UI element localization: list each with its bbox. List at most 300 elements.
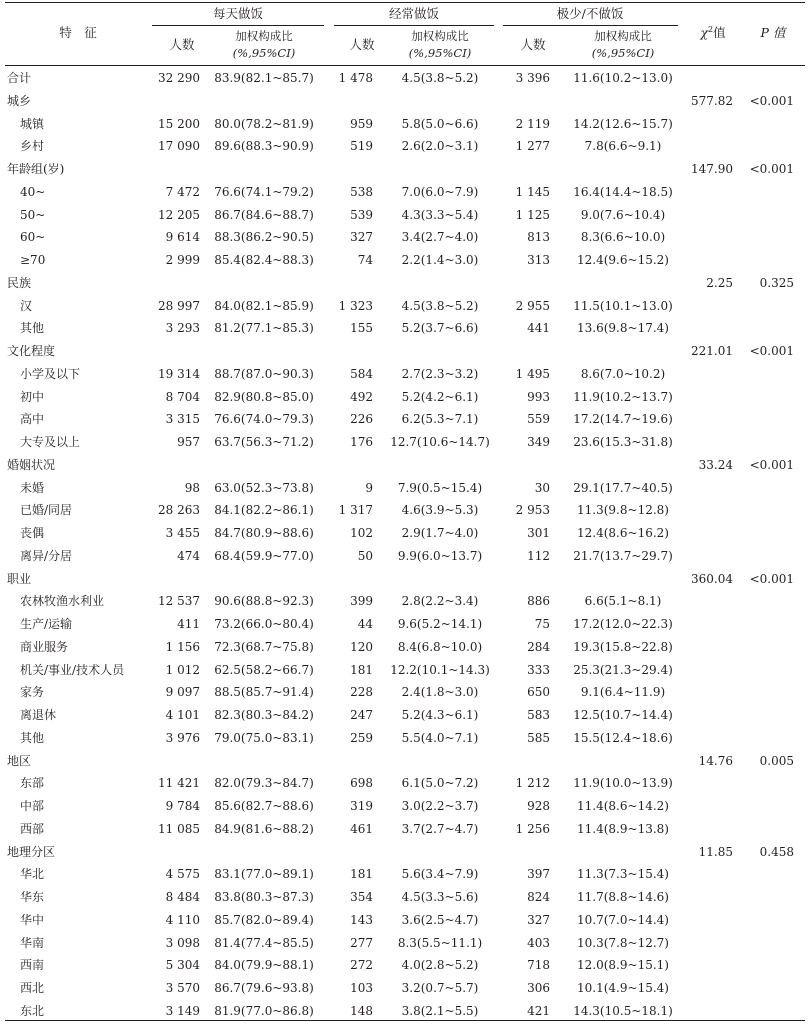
cell-count-daily: 98	[184, 480, 200, 495]
cell-ratio-rarely: 12.5(10.7~14.4)	[573, 708, 673, 722]
cell-count-often: 9	[365, 480, 373, 495]
cell-ratio-often: 4.0(2.8~5.2)	[401, 958, 479, 973]
cell-ratio-daily: 84.7(80.9~88.6)	[214, 526, 314, 540]
cell-count-daily: 4 101	[165, 708, 200, 722]
cell-count-often: 492	[350, 389, 373, 404]
cell-ratio-often: 4.5(3.3~5.6)	[401, 890, 479, 904]
table-row	[0, 886, 810, 908]
cell-chi-square: 577.82	[691, 93, 733, 108]
row-sublabel: 初中	[20, 389, 45, 404]
cell-ratio-often: 7.0(6.0~7.9)	[401, 184, 479, 199]
cell-ratio-rarely: 19.3(15.8~22.8)	[573, 639, 673, 654]
table-row	[0, 727, 810, 749]
table-row	[0, 568, 810, 590]
cell-count-rarely: 585	[527, 730, 550, 745]
cell-count-daily: 2 999	[165, 253, 200, 267]
table-row	[0, 954, 810, 976]
cell-count-often: 584	[350, 366, 373, 381]
header-ratio-3a: 加权构成比	[594, 29, 652, 43]
row-sublabel: 40~	[20, 184, 46, 199]
row-sublabel: 中部	[20, 799, 45, 813]
cell-ratio-often: 2.4(1.8~3.0)	[401, 685, 479, 700]
table-row	[0, 340, 810, 362]
cell-count-often: 698	[350, 776, 373, 791]
cell-ratio-rarely: 11.7(8.8~14.6)	[577, 890, 669, 904]
cell-ratio-daily: 84.1(82.2~86.1)	[214, 503, 314, 518]
cell-ratio-rarely: 10.7(7.0~14.4)	[577, 912, 669, 927]
cell-count-daily: 7 472	[165, 184, 200, 199]
cell-count-often: 143	[350, 912, 373, 927]
header-group-daily: 每天做饭	[212, 6, 264, 21]
cell-ratio-often: 2.9(1.7~4.0)	[401, 526, 479, 540]
cell-ratio-often: 6.1(5.0~7.2)	[401, 776, 479, 791]
cell-count-daily: 19 314	[158, 366, 200, 381]
cell-ratio-rarely: 7.8(6.6~9.1)	[584, 139, 662, 154]
cell-ratio-rarely: 16.4(14.4~18.5)	[573, 184, 673, 199]
row-category: 地区	[7, 753, 32, 768]
cell-count-daily: 8 704	[165, 389, 200, 404]
cell-ratio-rarely: 12.4(9.6~15.2)	[577, 253, 669, 267]
cell-count-often: 102	[350, 526, 373, 540]
cell-ratio-rarely: 11.4(8.9~13.8)	[577, 821, 669, 836]
cell-ratio-often: 2.7(2.3~3.2)	[401, 366, 479, 381]
row-sublabel: 华南	[20, 935, 45, 950]
cell-ratio-often: 9.9(6.0~13.7)	[397, 548, 483, 563]
row-sublabel: 华北	[20, 867, 45, 882]
cell-count-often: 519	[350, 139, 373, 154]
cell-count-rarely: 306	[527, 981, 550, 995]
cell-count-often: 148	[350, 1003, 373, 1018]
cell-count-often: 1 317	[338, 503, 373, 518]
cell-count-often: 354	[350, 890, 373, 904]
cell-ratio-rarely: 10.3(7.8~12.7)	[577, 935, 669, 950]
cell-count-rarely: 3 396	[515, 71, 550, 85]
cell-ratio-daily: 72.3(68.7~75.8)	[214, 639, 314, 654]
cell-count-often: 259	[350, 730, 373, 745]
cell-count-rarely: 1 125	[515, 207, 550, 222]
cell-count-often: 226	[350, 412, 373, 427]
cell-count-rarely: 284	[527, 639, 550, 654]
cell-ratio-rarely: 6.6(5.1~8.1)	[584, 594, 662, 609]
cell-ratio-daily: 85.4(82.4~88.3)	[214, 253, 314, 267]
chi-suffix: 值	[713, 25, 726, 40]
cell-count-often: 539	[350, 207, 373, 222]
cell-ratio-rarely: 12.0(8.9~15.1)	[577, 958, 669, 973]
cell-count-daily: 17 090	[158, 139, 200, 154]
top-rule	[5, 2, 805, 3]
cell-count-daily: 1 012	[165, 662, 200, 677]
table-row	[0, 477, 810, 499]
cell-ratio-often: 5.6(3.4~7.9)	[401, 867, 479, 882]
cell-p-value: <0.001	[749, 162, 794, 176]
cell-count-daily: 11 085	[158, 821, 200, 836]
cell-count-rarely: 301	[527, 526, 550, 540]
cell-ratio-often: 12.7(10.6~14.7)	[390, 435, 490, 449]
cell-count-rarely: 886	[527, 594, 550, 609]
table-row	[0, 135, 810, 157]
cell-count-rarely: 112	[527, 548, 550, 563]
cell-count-daily: 9 097	[165, 685, 200, 700]
cell-ratio-often: 5.5(4.0~7.1)	[401, 730, 479, 745]
header-group-often: 经常做饭	[388, 6, 440, 21]
table-row	[0, 863, 810, 885]
cell-count-rarely: 313	[527, 253, 550, 267]
cell-ratio-daily: 90.6(88.8~92.3)	[214, 594, 314, 609]
cell-chi-square: 147.90	[691, 162, 733, 176]
cell-ratio-daily: 68.4(59.9~77.0)	[214, 548, 314, 563]
cell-count-daily: 4 110	[165, 912, 200, 927]
table-row	[0, 317, 810, 339]
table-row	[0, 795, 810, 817]
table-row	[0, 659, 810, 681]
cell-count-daily: 3 149	[165, 1003, 200, 1018]
table-row	[0, 226, 810, 248]
cell-count-often: 176	[350, 435, 373, 449]
cell-count-rarely: 928	[527, 799, 550, 813]
cell-chi-square: 33.24	[698, 457, 733, 472]
table-row	[0, 750, 810, 772]
cell-count-rarely: 441	[527, 321, 550, 336]
cell-count-often: 155	[350, 321, 373, 336]
header-ratio-2a: 加权构成比	[411, 29, 469, 43]
row-sublabel: ≥70	[20, 253, 46, 267]
header-count-2: 人数	[349, 37, 375, 52]
cell-ratio-rarely: 11.3(9.8~12.8)	[577, 503, 669, 518]
header-p-value: P 值	[760, 25, 786, 40]
cell-ratio-often: 12.2(10.1~14.3)	[390, 662, 490, 677]
group-rule-3	[503, 25, 678, 26]
row-sublabel: 其他	[20, 730, 45, 745]
cell-count-often: 272	[350, 958, 373, 973]
cell-ratio-rarely: 11.9(10.0~13.9)	[573, 776, 673, 791]
cell-count-daily: 3 315	[165, 412, 200, 427]
cell-count-often: 181	[350, 662, 373, 677]
cell-p-value: <0.001	[749, 457, 794, 472]
cell-count-often: 538	[350, 184, 373, 199]
cell-count-daily: 474	[177, 548, 200, 563]
cell-ratio-rarely: 23.6(15.3~31.8)	[573, 435, 673, 449]
row-category: 年龄组(岁)	[7, 162, 65, 176]
table-row	[0, 818, 810, 840]
cell-ratio-daily: 83.9(82.1~85.7)	[214, 71, 314, 85]
table-row	[0, 204, 810, 226]
cell-count-rarely: 813	[527, 230, 550, 245]
cell-count-daily: 12 205	[158, 207, 200, 222]
row-sublabel: 生产/运输	[20, 617, 73, 631]
table-row	[0, 681, 810, 703]
cell-ratio-daily: 86.7(79.6~93.8)	[214, 981, 314, 995]
cell-ratio-rarely: 11.4(8.6~14.2)	[577, 799, 669, 813]
row-category: 民族	[7, 275, 32, 290]
row-category: 文化程度	[7, 344, 56, 358]
cell-count-daily: 11 421	[158, 776, 200, 791]
cell-count-rarely: 1 277	[515, 139, 550, 154]
cell-count-rarely: 2 119	[515, 116, 550, 131]
cell-ratio-daily: 63.7(56.3~71.2)	[214, 435, 314, 449]
table-row	[0, 181, 810, 203]
cell-ratio-often: 5.2(3.7~6.6)	[401, 321, 479, 336]
chi-symbol: χ	[700, 25, 708, 40]
cell-count-daily: 8 484	[165, 890, 200, 904]
row-sublabel: 商业服务	[20, 639, 69, 654]
row-sublabel: 50~	[20, 207, 46, 222]
cell-ratio-daily: 84.9(81.6~88.2)	[214, 821, 314, 836]
cell-ratio-often: 3.0(2.2~3.7)	[401, 799, 479, 813]
cell-count-rarely: 2 953	[515, 503, 550, 518]
cell-count-often: 74	[357, 253, 373, 267]
cell-ratio-rarely: 13.6(9.8~17.4)	[577, 321, 669, 336]
cell-ratio-rarely: 8.6(7.0~10.2)	[580, 366, 666, 381]
cell-ratio-daily: 62.5(58.2~66.7)	[214, 662, 314, 677]
table-row	[0, 909, 810, 931]
cell-count-rarely: 1 212	[515, 776, 550, 791]
header-count-1: 人数	[169, 37, 195, 52]
cell-count-often: 1 323	[338, 298, 373, 313]
cell-ratio-daily: 85.6(82.7~88.6)	[214, 799, 314, 813]
cell-ratio-daily: 81.4(77.4~85.5)	[214, 935, 314, 950]
group-rule-2	[334, 25, 494, 26]
cell-ratio-daily: 83.1(77.0~89.1)	[214, 867, 314, 882]
cell-ratio-rarely: 25.3(21.3~29.4)	[573, 662, 673, 677]
header-count-3: 人数	[520, 37, 546, 52]
cell-ratio-rarely: 9.0(7.6~10.4)	[580, 207, 666, 222]
cell-ratio-daily: 84.0(79.9~88.1)	[214, 958, 314, 973]
header-rule	[5, 65, 805, 66]
table-row	[0, 454, 810, 476]
cell-ratio-daily: 86.7(84.6~88.7)	[214, 207, 314, 222]
cell-count-often: 327	[350, 230, 373, 245]
cell-ratio-rarely: 11.5(10.1~13.0)	[573, 298, 673, 313]
cell-chi-square: 11.85	[698, 844, 733, 859]
table-row	[0, 772, 810, 794]
cell-ratio-daily: 63.0(52.3~73.8)	[214, 480, 314, 495]
cell-ratio-often: 3.8(2.1~5.5)	[401, 1003, 479, 1018]
table-row	[0, 932, 810, 954]
cell-count-often: 247	[350, 708, 373, 722]
cell-ratio-daily: 82.3(80.3~84.2)	[214, 708, 314, 722]
cell-count-daily: 3 455	[165, 526, 200, 540]
row-sublabel: 机关/事业/技术人员	[20, 662, 125, 677]
row-sublabel: 丧偶	[20, 526, 45, 540]
cell-ratio-often: 3.6(2.5~4.7)	[401, 912, 479, 927]
cell-count-rarely: 824	[527, 890, 550, 904]
cell-ratio-daily: 81.2(77.1~85.3)	[214, 321, 314, 336]
cell-p-value: 0.458	[759, 844, 794, 859]
cell-ratio-daily: 76.6(74.1~79.2)	[214, 184, 314, 199]
cell-count-daily: 3 570	[165, 981, 200, 995]
row-sublabel: 大专及以上	[20, 435, 81, 449]
row-category: 职业	[7, 571, 32, 586]
cell-ratio-daily: 88.7(87.0~90.3)	[214, 366, 314, 381]
cell-count-often: 1 478	[338, 71, 373, 85]
cell-ratio-often: 4.3(3.3~5.4)	[401, 207, 479, 222]
cell-ratio-often: 6.2(5.3~7.1)	[401, 412, 479, 427]
cell-ratio-often: 2.8(2.2~3.4)	[401, 594, 479, 609]
row-sublabel: 东北	[20, 1003, 45, 1018]
table-row	[0, 431, 810, 453]
cell-ratio-rarely: 21.7(13.7~29.7)	[573, 548, 673, 563]
table-row	[0, 90, 810, 112]
table-row	[0, 704, 810, 726]
cell-ratio-rarely: 14.3(10.5~18.1)	[573, 1003, 673, 1018]
cell-count-often: 461	[350, 821, 373, 836]
cell-count-daily: 12 537	[158, 594, 200, 609]
row-sublabel: 西南	[20, 958, 45, 973]
cell-ratio-daily: 83.8(80.3~87.3)	[214, 890, 314, 904]
cell-count-often: 399	[350, 594, 373, 609]
header-chi-square	[700, 26, 725, 40]
row-category: 合计	[7, 71, 32, 85]
cell-ratio-daily: 80.0(78.2~81.9)	[214, 116, 314, 131]
cell-ratio-often: 8.3(5.5~11.1)	[397, 935, 483, 950]
cell-count-rarely: 30	[534, 480, 550, 495]
cell-count-daily: 9 784	[165, 799, 200, 813]
table-row	[0, 272, 810, 294]
cell-ratio-often: 9.6(5.2~14.1)	[397, 617, 483, 631]
cell-count-often: 228	[350, 685, 373, 700]
cell-ratio-rarely: 29.1(17.7~40.5)	[573, 480, 673, 495]
header-feature: 特 征	[59, 25, 97, 40]
cell-ratio-often: 8.4(6.8~10.0)	[397, 639, 483, 654]
row-sublabel: 西部	[20, 821, 45, 836]
cell-ratio-rarely: 12.4(8.6~16.2)	[577, 526, 669, 540]
row-sublabel: 东部	[20, 776, 45, 791]
cell-ratio-often: 5.8(5.0~6.6)	[401, 116, 479, 131]
cell-ratio-often: 7.9(0.5~15.4)	[397, 480, 483, 495]
cell-ratio-daily: 81.9(77.0~86.8)	[214, 1003, 314, 1018]
cell-count-daily: 32 290	[158, 71, 200, 85]
table-row	[0, 841, 810, 863]
cell-ratio-often: 4.5(3.8~5.2)	[401, 71, 479, 85]
row-sublabel: 离退休	[20, 708, 57, 722]
cell-count-often: 319	[350, 799, 373, 813]
table-row	[0, 590, 810, 612]
cell-ratio-rarely: 11.9(10.2~13.7)	[573, 389, 673, 404]
row-sublabel: 华中	[20, 912, 45, 927]
table-row	[0, 386, 810, 408]
cell-ratio-daily: 76.6(74.0~79.3)	[214, 412, 314, 427]
cell-ratio-often: 3.4(2.7~4.0)	[401, 230, 479, 245]
row-category: 城乡	[7, 93, 32, 108]
row-sublabel: 华东	[20, 890, 45, 904]
cell-ratio-often: 2.2(1.4~3.0)	[401, 253, 479, 267]
table-row	[0, 295, 810, 317]
row-sublabel: 高中	[20, 412, 45, 427]
cell-ratio-often: 4.6(3.9~5.3)	[401, 503, 479, 518]
cell-count-rarely: 75	[534, 617, 550, 631]
cell-count-often: 103	[350, 981, 373, 995]
table-row	[0, 408, 810, 430]
table-row	[0, 67, 810, 89]
table-row	[0, 1000, 810, 1022]
cell-count-rarely: 559	[527, 412, 550, 427]
cell-p-value: <0.001	[749, 93, 794, 108]
row-sublabel: 离异/分居	[20, 548, 73, 563]
cell-ratio-often: 5.2(4.3~6.1)	[401, 708, 479, 722]
header-ratio-2b: (%,95%CI)	[408, 46, 472, 60]
cell-count-daily: 411	[177, 617, 200, 631]
cell-count-rarely: 327	[527, 912, 550, 927]
cell-ratio-rarely: 10.1(4.9~15.4)	[577, 981, 669, 995]
cell-count-daily: 957	[177, 435, 200, 449]
cell-count-daily: 5 304	[165, 958, 200, 973]
cell-count-daily: 4 575	[165, 867, 200, 882]
cell-chi-square: 14.76	[698, 753, 733, 768]
cell-count-often: 120	[350, 639, 373, 654]
cell-count-rarely: 2 955	[515, 298, 550, 313]
row-sublabel: 家务	[20, 685, 45, 700]
table-row	[0, 977, 810, 999]
cell-ratio-daily: 88.3(86.2~90.5)	[214, 230, 314, 245]
cell-count-daily: 15 200	[158, 116, 200, 131]
cell-count-often: 181	[350, 867, 373, 882]
cell-chi-square: 360.04	[691, 571, 733, 586]
cell-chi-square: 221.01	[691, 344, 733, 358]
cell-count-rarely: 993	[527, 389, 550, 404]
row-sublabel: 乡村	[20, 139, 45, 154]
row-sublabel: 汉	[20, 298, 33, 313]
cell-ratio-often: 3.2(0.7~5.7)	[401, 981, 479, 995]
table-row	[0, 545, 810, 567]
cell-ratio-rarely: 17.2(14.7~19.6)	[573, 412, 673, 427]
cell-ratio-rarely: 15.5(12.4~18.6)	[573, 730, 673, 745]
cell-ratio-daily: 85.7(82.0~89.4)	[214, 912, 314, 927]
cell-ratio-daily: 89.6(88.3~90.9)	[214, 139, 314, 154]
cell-count-often: 277	[350, 935, 373, 950]
cell-count-daily: 9 614	[165, 230, 200, 245]
cell-count-daily: 1 156	[165, 639, 200, 654]
cell-count-often: 44	[357, 617, 373, 631]
cell-ratio-often: 2.6(2.0~3.1)	[401, 139, 479, 154]
cell-count-rarely: 1 495	[515, 366, 550, 381]
table-row	[0, 113, 810, 135]
cell-count-rarely: 718	[527, 958, 550, 973]
table-row	[0, 158, 810, 180]
cell-p-value: 0.005	[759, 753, 794, 768]
cell-ratio-daily: 79.0(75.0~83.1)	[214, 730, 314, 745]
cell-ratio-daily: 88.5(85.7~91.4)	[214, 685, 314, 700]
row-sublabel: 已婚/同居	[20, 503, 73, 518]
cell-count-often: 50	[357, 548, 373, 563]
cell-count-rarely: 583	[527, 708, 550, 722]
cell-ratio-daily: 84.0(82.1~85.9)	[214, 298, 314, 313]
cell-ratio-rarely: 14.2(12.6~15.7)	[573, 116, 673, 131]
cell-p-value: <0.001	[749, 571, 794, 586]
table-row	[0, 522, 810, 544]
cell-count-daily: 28 997	[158, 298, 200, 313]
cell-count-daily: 3 976	[165, 730, 200, 745]
cell-p-value: <0.001	[749, 344, 794, 358]
header-ratio-1a: 加权构成比	[235, 29, 293, 43]
chi-superscript: 2	[707, 24, 714, 34]
header-ratio-1b: (%,95%CI)	[232, 46, 296, 60]
cell-ratio-rarely: 11.3(7.3~15.4)	[577, 867, 669, 882]
row-sublabel: 农林牧渔水利业	[20, 594, 105, 609]
header-group-rarely: 极少/不做饭	[556, 6, 624, 21]
cell-count-daily: 28 263	[158, 503, 200, 518]
cell-chi-square: 2.25	[706, 275, 733, 290]
row-sublabel: 60~	[20, 230, 46, 245]
header-ratio-3b: (%,95%CI)	[591, 46, 655, 60]
table-row	[0, 636, 810, 658]
cell-count-often: 959	[350, 116, 373, 131]
cell-ratio-daily: 82.9(80.8~85.0)	[214, 389, 314, 404]
cell-count-rarely: 403	[527, 935, 550, 950]
row-sublabel: 小学及以下	[20, 366, 81, 381]
cell-p-value: 0.325	[759, 275, 794, 290]
cell-ratio-rarely: 8.3(6.6~10.0)	[580, 230, 666, 245]
row-sublabel: 其他	[20, 321, 45, 336]
